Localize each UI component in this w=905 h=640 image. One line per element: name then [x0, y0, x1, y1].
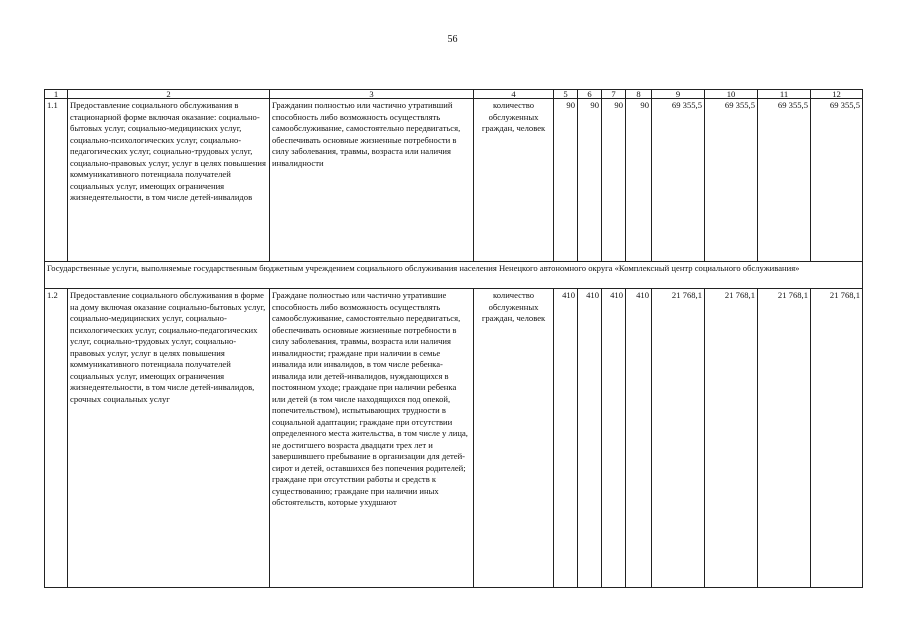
value-cell: 21 768,1: [758, 289, 811, 588]
header-cell: 3: [270, 90, 474, 99]
recipient-category: Гражданин полностью или частично утративший способность либо возможность осуществлять самообслуживание, самостоятельно передвигаться, обеспечивать основные жизненные потребности в силу заболевания, травмы, возраста или наличия инвалидности: [270, 99, 474, 262]
value-cell: 410: [554, 289, 578, 588]
value-cell: 69 355,5: [758, 99, 811, 262]
value-cell: 410: [602, 289, 626, 588]
header-cell: 4: [474, 90, 554, 99]
unit-of-measure: количество обслуженных граждан, человек: [474, 289, 554, 588]
value-cell: 90: [578, 99, 602, 262]
value-cell: 90: [626, 99, 652, 262]
value-cell: 69 355,5: [705, 99, 758, 262]
value-cell: 21 768,1: [705, 289, 758, 588]
header-cell: 5: [554, 90, 578, 99]
value-cell: 69 355,5: [811, 99, 863, 262]
unit-of-measure: количество обслуженных граждан, человек: [474, 99, 554, 262]
header-cell: 10: [705, 90, 758, 99]
value-cell: 90: [602, 99, 626, 262]
value-cell: 21 768,1: [652, 289, 705, 588]
table-row: [45, 289, 863, 588]
value-cell: 90: [554, 99, 578, 262]
header-row: [45, 90, 863, 99]
section-row: [45, 262, 863, 289]
value-cell: 69 355,5: [652, 99, 705, 262]
header-cell: 9: [652, 90, 705, 99]
table-row: [45, 99, 863, 262]
page-number: 56: [447, 34, 458, 45]
row-number: 1.1: [45, 99, 68, 262]
recipient-category: Граждане полностью или частично утратившие способность либо возможность осуществлять самообслуживание, самостоятельно передвигаться, обеспечивать основные жизненные потребности в силу заболевания, травмы, возраста или наличия инвалидности; граждане при наличии в семье инвалида или инвалидов, в том числе ребенка-инвалида или детей-инвалидов, нуждающихся в постоянном уходе; граждане при наличии ребенка или детей (в том числе находящихся под опекой, попечительством), испытывающих трудности в социальной адаптации; граждане при отсутствии определенного места жительства, в том числе у лица, не достигшего возраста двадцати трех лет и завершившего пребывание в организации для детей-сирот и детей, оставшихся без попечения родителей; граждане при отсутствии работы и средств к существованию; граждане при наличии иных обстоятельств, которые ухудшают: [270, 289, 474, 588]
value-cell: 410: [626, 289, 652, 588]
header-cell: 6: [578, 90, 602, 99]
header-cell: 11: [758, 90, 811, 99]
value-cell: 410: [578, 289, 602, 588]
services-table: [44, 89, 863, 588]
value-cell: 21 768,1: [811, 289, 863, 588]
service-description: Предоставление социального обслуживания в форме на дому включая оказание социально-бытовых услуг, социально-медицинских услуг, социально-психологических услуг, социально-педагогических услуг, социально-трудовых услуг, социально-правовых услуг, услуг в целях повышения коммуникативного потенциала получателей социальных услуг, имеющих ограничения жизнедеятельности, в том числе детей-инвалидов, срочных социальных услуг: [68, 289, 270, 588]
header-cell: 7: [602, 90, 626, 99]
service-description: Предоставление социального обслуживания в стационарной форме включая оказание: социально-бытовых услуг, социально-медицинских услуг, социально-психологических услуг, социально-педагогических услуг, социально-трудовых услуг, социально-правовых услуг, услуг в целях повышения коммуникативного потенциала получателей социальных услуг, имеющих ограничения жизнедеятельности, в том числе детей-инвалидов: [68, 99, 270, 262]
section-title: Государственные услуги, выполняемые государственным бюджетным учреждением социального обслуживания населения Ненецкого автономного округа «Комплексный центр социального обслуживания»: [45, 262, 863, 289]
header-cell: 1: [45, 90, 68, 99]
header-cell: 2: [68, 90, 270, 99]
header-cell: 8: [626, 90, 652, 99]
row-number: 1.2: [45, 289, 68, 588]
header-cell: 12: [811, 90, 863, 99]
